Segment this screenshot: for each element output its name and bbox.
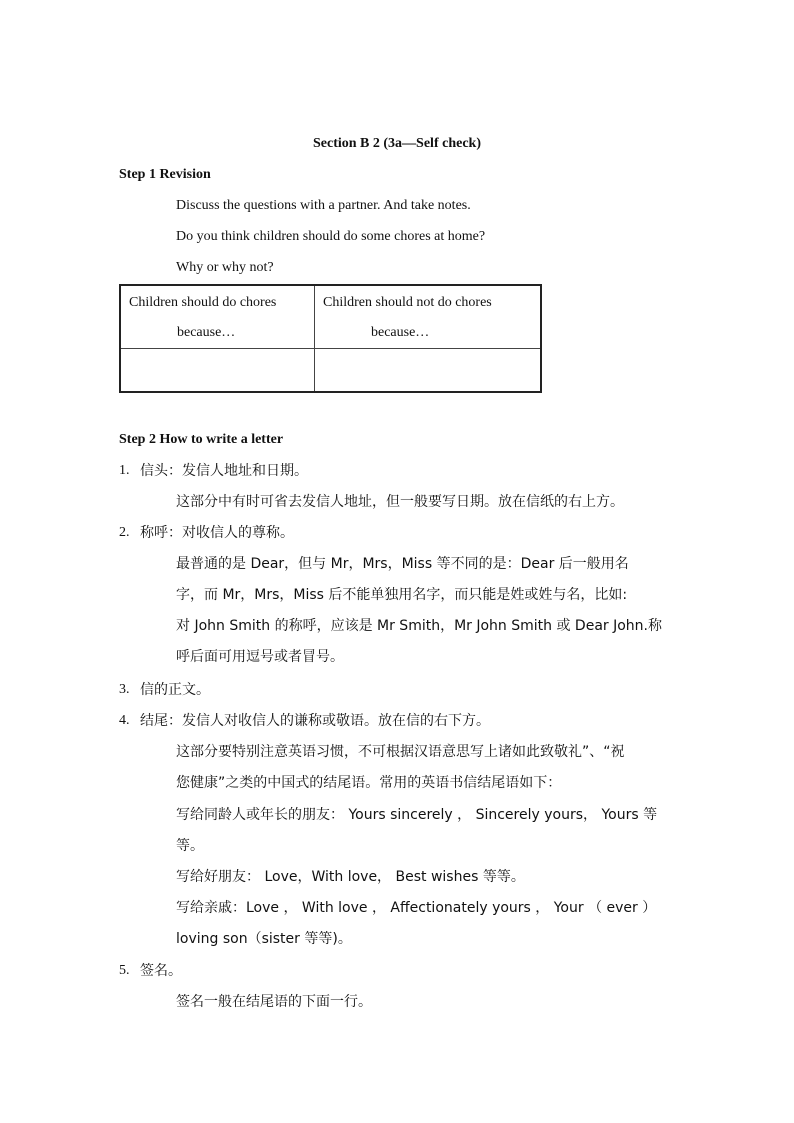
item-5-text: 签名。 xyxy=(140,963,182,979)
table-header-cell-do-not xyxy=(315,285,542,349)
item-2-sub-1: 最普通的是 Dear，但与 Mr，Mrs，Miss 等不同的是：Dear 后一般用名 xyxy=(176,556,629,572)
table-cell-do-not-notes[interactable] xyxy=(315,349,542,393)
table-header-cell-do xyxy=(120,285,315,349)
table-header-row xyxy=(120,285,541,349)
step2-heading: Step 2 How to write a letter xyxy=(119,432,284,447)
step1-line-3: Why or why not? xyxy=(176,260,274,275)
item-4-text: 结尾：发信人对收信人的谦称或敬语。放在信的右下方。 xyxy=(140,713,490,729)
item-4-sub-4: 等。 xyxy=(176,838,204,854)
step1-line-1: Discuss the questions with a partner. And take notes. xyxy=(176,198,471,213)
table-header-do-line2: because… xyxy=(177,325,236,340)
item-4-sub-2: 您健康”之类的中国式的结尾语。常用的英语书信结尾语如下： xyxy=(176,775,562,791)
item-5-number: 5. xyxy=(119,963,130,978)
item-3-number: 3. xyxy=(119,682,130,697)
item-4-sub-3: 写给同龄人或年长的朋友： Yours sincerely ， Sincerely yours， Yours 等 xyxy=(176,807,658,823)
notes-table xyxy=(119,284,542,393)
item-4-number: 4. xyxy=(119,713,130,728)
step1-line-2: Do you think children should do some chores at home? xyxy=(176,229,486,244)
item-5-sub-1: 签名一般在结尾语的下面一行。 xyxy=(176,994,372,1010)
item-3-text: 信的正文。 xyxy=(140,682,210,698)
item-2-number: 2. xyxy=(119,525,130,540)
item-2-sub-4: 呼后面可用逗号或者冒号。 xyxy=(176,649,344,665)
step1-heading: Step 1 Revision xyxy=(119,167,211,182)
item-4-sub-5: 写给好朋友： Love，With love， Best wishes 等等。 xyxy=(176,869,525,885)
table-cell-do-notes[interactable] xyxy=(120,349,315,393)
item-1-number: 1. xyxy=(119,463,130,478)
item-2-sub-3: 对 John Smith 的称呼，应该是 Mr Smith，Mr John Smith 或 Dear John.称 xyxy=(176,618,663,634)
table-row xyxy=(120,349,541,393)
table-header-do-line1: Children should do chores xyxy=(129,295,277,310)
table-header-do-not-line2: because… xyxy=(371,325,430,340)
item-4-sub-1: 这部分要特别注意英语习惯，不可根据汉语意思写上诸如此致敬礼”、“祝 xyxy=(176,744,625,760)
item-4-sub-7: loving son（sister 等等)。 xyxy=(176,931,352,947)
item-2-text: 称呼：对收信人的尊称。 xyxy=(140,525,294,541)
item-4-sub-6: 写给亲戚：Love ， With love ， Affectionately yours ， Your （ ever ） xyxy=(176,900,657,916)
item-1-text: 信头：发信人地址和日期。 xyxy=(140,463,308,479)
item-1-sub-1: 这部分中有时可省去发信人地址，但一般要写日期。放在信纸的右上方。 xyxy=(176,494,624,510)
item-2-sub-2: 字，而 Mr，Mrs，Miss 后不能单独用名字，而只能是姓或姓与名，比如: xyxy=(176,587,628,603)
table-header-do-not-line1: Children should not do chores xyxy=(323,295,492,310)
page-title: Section B 2 (3a—Self check) xyxy=(313,136,481,151)
